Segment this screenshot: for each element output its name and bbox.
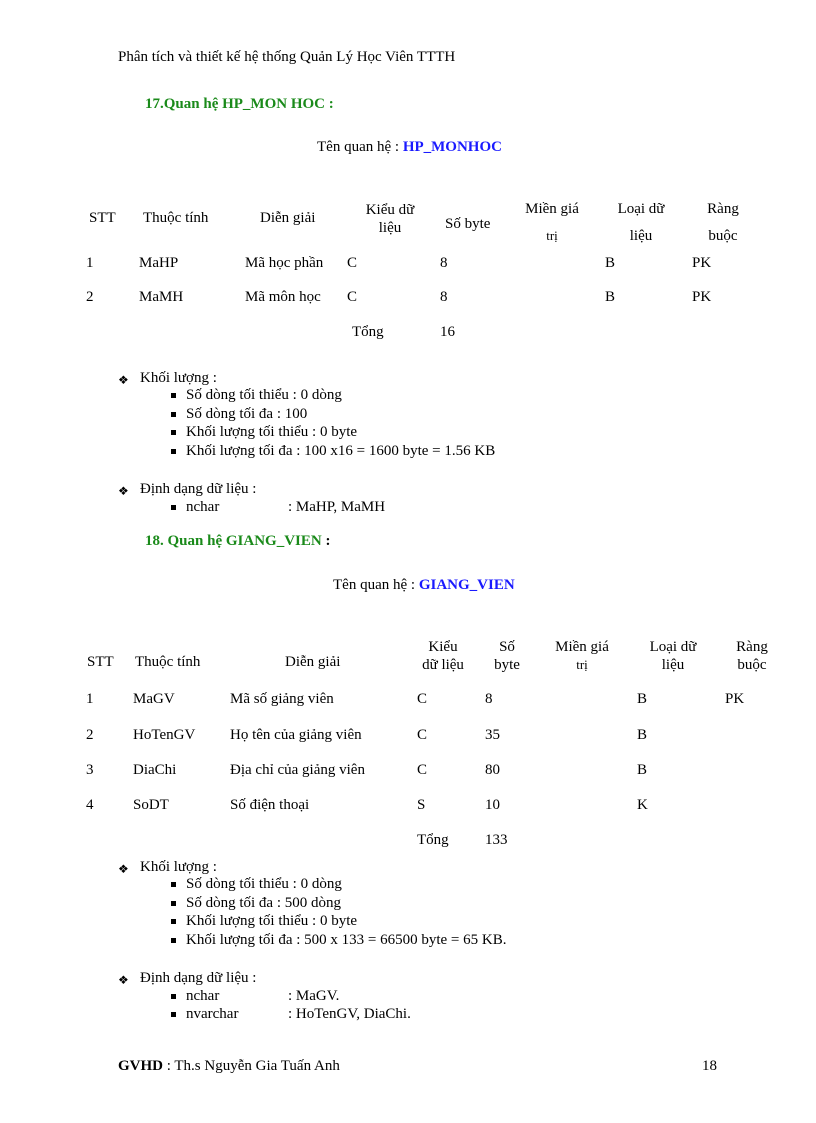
cell-attr: HoTenGV bbox=[133, 727, 196, 743]
col-con-line2: buộc bbox=[737, 657, 767, 673]
volume-title: Khối lượng : bbox=[140, 859, 217, 875]
section-17-heading: 17.Quan hệ HP_MON HOC : bbox=[145, 96, 334, 112]
cell-type: C bbox=[417, 691, 428, 707]
col-kind bbox=[638, 638, 708, 674]
square-bullet-icon bbox=[171, 882, 176, 887]
page-footer bbox=[118, 1058, 340, 1075]
cell-desc: Mã môn học bbox=[245, 289, 321, 305]
volume-title: Khối lượng : bbox=[140, 370, 217, 386]
gvhd-label: GVHD bbox=[118, 1058, 163, 1074]
relation-label: Tên quan hệ : bbox=[333, 577, 419, 593]
gvhd-value: : Th.s Nguyễn Gia Tuấn Anh bbox=[163, 1058, 340, 1074]
col-kind-line2: liệu bbox=[661, 657, 685, 673]
col-type bbox=[355, 201, 425, 237]
cell-stt: 3 bbox=[86, 762, 94, 778]
cell-desc: Số điện thoại bbox=[230, 797, 310, 813]
diamond-bullet-icon: ❖ bbox=[118, 484, 129, 498]
col-domain-line2: trị bbox=[576, 657, 588, 672]
col-stt: STT bbox=[89, 210, 116, 226]
cell-bytes: 35 bbox=[485, 727, 500, 743]
cell-stt: 2 bbox=[86, 727, 94, 743]
cell-stt: 2 bbox=[86, 289, 94, 305]
col-domain-line1: Miền giá bbox=[525, 201, 579, 217]
section-18-heading-colon: : bbox=[321, 533, 331, 549]
col-bytes-line2: byte bbox=[494, 657, 520, 673]
list-item: Số dòng tối đa : 500 dòng bbox=[186, 895, 342, 911]
cell-bytes: 8 bbox=[440, 289, 448, 305]
total-label: Tổng bbox=[417, 832, 449, 848]
cell-type: S bbox=[417, 797, 426, 813]
cell-kind: B bbox=[605, 289, 616, 305]
col-type-line2: dữ liệu bbox=[422, 657, 464, 673]
list-item: Khối lượng tối thiểu : 0 byte bbox=[186, 913, 358, 929]
cell-kind: K bbox=[637, 797, 648, 813]
col-desc: Diễn giải bbox=[285, 654, 341, 670]
section-18-heading-text: 18. Quan hệ GIANG_VIEN bbox=[145, 533, 322, 549]
list-item: Số dòng tối đa : 100 bbox=[186, 406, 308, 422]
square-bullet-icon bbox=[171, 393, 176, 398]
section-18-relation bbox=[333, 577, 515, 594]
cell-attr: SoDT bbox=[133, 797, 169, 813]
col-bytes bbox=[484, 638, 530, 674]
col-kind bbox=[606, 201, 676, 245]
cell-kind: B bbox=[637, 691, 648, 707]
cell-desc: Mã số giảng viên bbox=[230, 691, 334, 707]
col-con bbox=[722, 638, 782, 674]
format-fields: : MaGV. bbox=[288, 988, 340, 1004]
relation-label: Tên quan hệ : bbox=[317, 139, 403, 155]
col-type bbox=[410, 638, 476, 674]
col-con bbox=[690, 201, 756, 245]
cell-stt: 1 bbox=[86, 691, 94, 707]
page-header: Phân tích và thiết kế hệ thống Quản Lý Học Viên TTTH bbox=[118, 49, 456, 65]
list-item: Khối lượng tối thiểu : 0 byte bbox=[186, 424, 358, 440]
col-attr: Thuộc tính bbox=[135, 654, 201, 670]
cell-attr: MaHP bbox=[139, 255, 179, 271]
cell-bytes: 8 bbox=[440, 255, 448, 271]
col-domain-line1: Miền giá bbox=[555, 639, 609, 655]
cell-bytes: 80 bbox=[485, 762, 500, 778]
cell-attr: MaMH bbox=[139, 289, 184, 305]
diamond-bullet-icon: ❖ bbox=[118, 862, 129, 876]
col-con-line2: buộc bbox=[708, 228, 738, 244]
col-type-line1: Kiểu dữ bbox=[365, 202, 415, 218]
format-title: Định dạng dữ liệu : bbox=[140, 970, 257, 986]
cell-type: C bbox=[347, 255, 358, 271]
section-17-relation bbox=[317, 139, 502, 156]
total-value: 133 bbox=[485, 832, 508, 848]
cell-stt: 1 bbox=[86, 255, 94, 271]
col-kind-line1: Loại dữ bbox=[617, 201, 665, 217]
square-bullet-icon bbox=[171, 1012, 176, 1017]
diamond-bullet-icon: ❖ bbox=[118, 373, 129, 387]
col-desc: Diễn giải bbox=[260, 210, 316, 226]
col-kind-line1: Loại dữ bbox=[649, 639, 697, 655]
cell-attr: MaGV bbox=[133, 691, 175, 707]
cell-bytes: 8 bbox=[485, 691, 493, 707]
list-item: Khối lượng tối đa : 100 x16 = 1600 byte = 1.56 KB bbox=[186, 443, 496, 459]
relation-name: HP_MONHOC bbox=[402, 139, 502, 155]
list-item: Số dòng tối thiểu : 0 dòng bbox=[186, 387, 342, 403]
cell-con: PK bbox=[692, 255, 712, 271]
col-domain bbox=[514, 201, 590, 244]
col-attr: Thuộc tính bbox=[143, 210, 209, 226]
col-kind-line2: liệu bbox=[629, 228, 653, 244]
cell-type: C bbox=[417, 727, 428, 743]
square-bullet-icon bbox=[171, 938, 176, 943]
cell-stt: 4 bbox=[86, 797, 94, 813]
col-type-line2: liệu bbox=[378, 220, 402, 236]
square-bullet-icon bbox=[171, 901, 176, 906]
square-bullet-icon bbox=[171, 505, 176, 510]
cell-desc: Mã học phần bbox=[245, 255, 324, 271]
col-domain bbox=[544, 638, 620, 674]
col-con-line1: Ràng bbox=[736, 639, 768, 655]
cell-con: PK bbox=[725, 691, 745, 707]
square-bullet-icon bbox=[171, 994, 176, 999]
square-bullet-icon bbox=[171, 449, 176, 454]
col-type-line1: Kiểu bbox=[428, 639, 458, 655]
square-bullet-icon bbox=[171, 430, 176, 435]
format-title: Định dạng dữ liệu : bbox=[140, 481, 257, 497]
page-number: 18 bbox=[702, 1058, 717, 1074]
square-bullet-icon bbox=[171, 919, 176, 924]
square-bullet-icon bbox=[171, 412, 176, 417]
format-fields: : HoTenGV, DiaChi. bbox=[288, 1006, 411, 1022]
cell-kind: B bbox=[637, 762, 648, 778]
cell-desc: Địa chỉ của giảng viên bbox=[230, 762, 365, 778]
cell-attr: DiaChi bbox=[133, 762, 177, 778]
diamond-bullet-icon: ❖ bbox=[118, 973, 129, 987]
format-type: nchar bbox=[186, 499, 220, 515]
cell-kind: B bbox=[605, 255, 616, 271]
list-item: Số dòng tối thiểu : 0 dòng bbox=[186, 876, 342, 892]
total-value: 16 bbox=[440, 324, 455, 340]
cell-bytes: 10 bbox=[485, 797, 500, 813]
relation-name: GIANG_VIEN bbox=[418, 577, 515, 593]
cell-kind: B bbox=[637, 727, 648, 743]
section-18-heading bbox=[145, 533, 330, 550]
format-type: nchar bbox=[186, 988, 220, 1004]
total-label: Tổng bbox=[352, 324, 384, 340]
col-bytes-line1: Số bbox=[499, 639, 515, 655]
format-type: nvarchar bbox=[186, 1006, 239, 1022]
cell-type: C bbox=[347, 289, 358, 305]
format-fields: : MaHP, MaMH bbox=[288, 499, 386, 515]
col-stt: STT bbox=[87, 654, 114, 670]
col-domain-line2: trị bbox=[546, 228, 558, 243]
cell-con: PK bbox=[692, 289, 712, 305]
col-bytes: Số byte bbox=[445, 216, 491, 232]
col-con-line1: Ràng bbox=[707, 201, 739, 217]
cell-type: C bbox=[417, 762, 428, 778]
cell-desc: Họ tên của giảng viên bbox=[230, 727, 362, 743]
list-item: Khối lượng tối đa : 500 x 133 = 66500 byte = 65 KB. bbox=[186, 932, 507, 948]
